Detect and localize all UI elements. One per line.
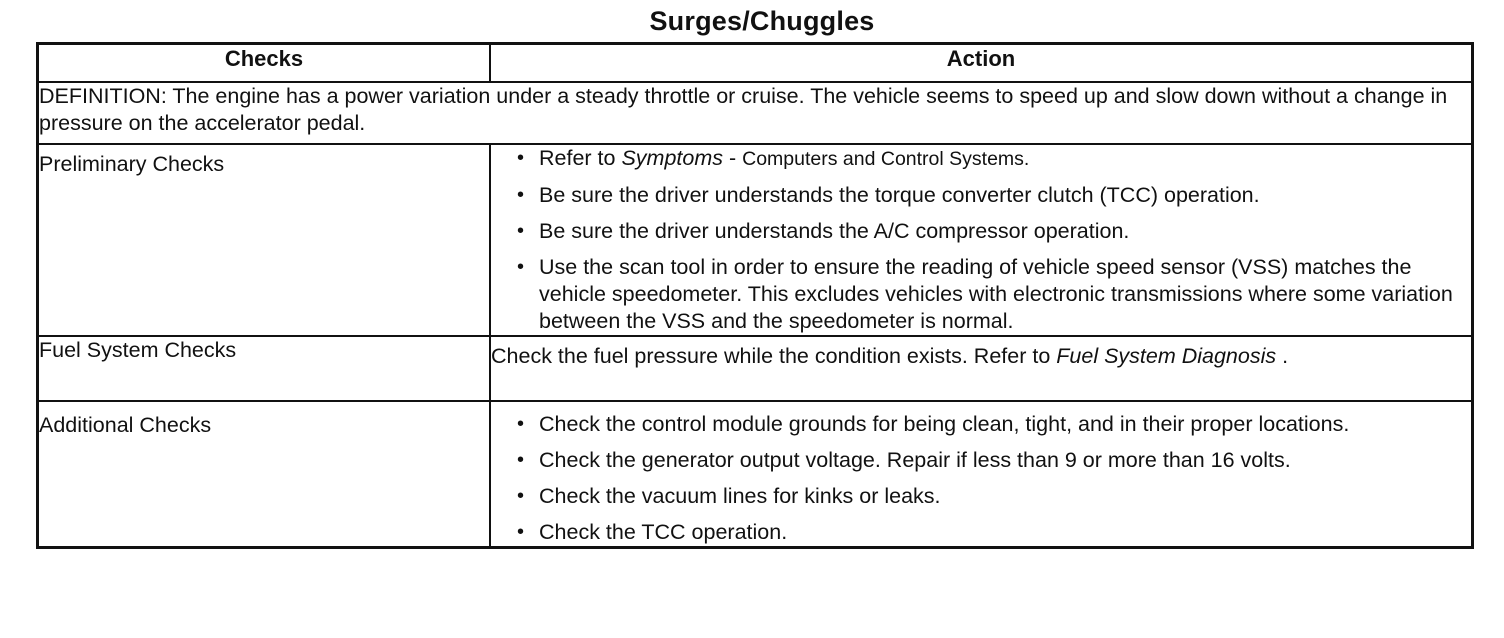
page-title: Surges/Chuggles [649,6,875,36]
list-item: • Be sure the driver understands the A/C compressor operation. [517,218,1471,245]
preliminary-actions [490,144,1473,336]
list-item: • Use the scan tool in order to ensure the reading of vehicle speed sensor (VSS) matches the vehicle speedometer. This excludes vehicles with electronic transmissions where some variation between the VSS and the speedometer is normal. [517,254,1471,335]
fuel-label: Fuel System Checks [38,336,491,401]
additional-actions [490,401,1473,548]
preliminary-row [38,144,1473,336]
preliminary-label: Preliminary Checks [38,144,491,336]
list-item: • Check the TCC operation. [517,519,1471,546]
additional-list [491,411,1471,546]
definition-text: DEFINITION: The engine has a power variation under a steady throttle or cruise. The vehicle seems to speed up and slow down without a change in pressure on the accelerator pedal. [38,82,1473,144]
list-item: • Check the control module grounds for being clean, tight, and in their proper locations. [517,411,1471,438]
fuel-row [38,336,1473,401]
definition-row [38,82,1473,144]
list-item: • Check the generator output voltage. Repair if less than 9 or more than 16 volts. [517,447,1471,474]
list-item: • Be sure the driver understands the torque converter clutch (TCC) operation. [517,182,1471,209]
symptoms-reference: Symptoms [621,146,724,170]
additional-label: Additional Checks [38,401,491,548]
diagnostic-table [36,42,1474,549]
fuel-diagnosis-reference: Fuel System Diagnosis [1056,344,1277,368]
preliminary-list [491,145,1471,335]
header-row [38,44,1473,83]
action-header: Action [490,44,1473,83]
list-item: • Refer to Symptoms - Computers and Control Systems. [517,145,1471,173]
fuel-action: Check the fuel pressure while the condition exists. Refer to Fuel System Diagnosis . [490,336,1473,401]
checks-header: Checks [38,44,491,83]
additional-row [38,401,1473,548]
list-item: • Check the vacuum lines for kinks or leaks. [517,483,1471,510]
